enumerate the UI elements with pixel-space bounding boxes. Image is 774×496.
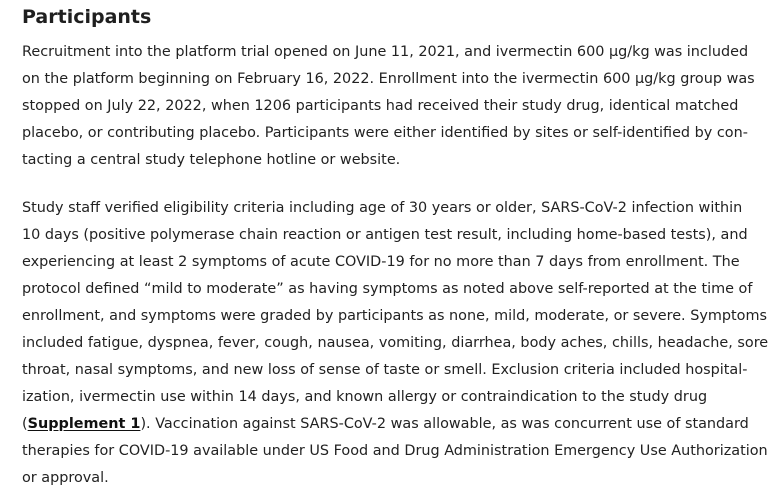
text-fragment: ). Vaccination against SARS-CoV-2 was allowable, as was concurrent use of standard (140, 416, 749, 432)
text-line-with-link (22, 411, 770, 438)
text-line: Study staff verified eligibility criteria including age of 30 years or older, SARS-CoV-2 infection within (22, 200, 743, 216)
text-line: ization, ivermectin use within 14 days, and known allergy or contraindication to the study drug (22, 389, 708, 405)
text-line: experiencing at least 2 symptoms of acute COVID-19 for no more than 7 days from enrollment. The (22, 254, 740, 270)
text-line: or approval. (22, 470, 109, 486)
text-line: enrollment, and symptoms were graded by participants as none, mild, moderate, or severe. Symptoms (22, 308, 767, 324)
text-line: therapies for COVID-19 available under US Food and Drug Administration Emergency Use Authorization (22, 443, 768, 459)
open-paren: ( (22, 416, 28, 432)
paragraph-eligibility (22, 195, 770, 492)
text-line: stopped on July 22, 2022, when 1206 participants had received their study drug, identical matched (22, 98, 739, 114)
text-line: Recruitment into the platform trial opened on June 11, 2021, and ivermectin 600 μg/kg was included (22, 44, 749, 60)
paragraph-recruitment (22, 39, 770, 174)
supplement-1-link[interactable]: Supplement 1 (27, 416, 141, 432)
text-line: included fatigue, dyspnea, fever, cough, nausea, vomiting, diarrhea, body aches, chills, headache, sore (22, 335, 769, 351)
section-heading: Participants (22, 6, 152, 28)
text-line: on the platform beginning on February 16, 2022. Enrollment into the ivermectin 600 μg/kg group was (22, 71, 755, 87)
text-line: protocol defined “mild to moderate” as having symptoms as noted above self-reported at the time of (22, 281, 753, 297)
text-line: throat, nasal symptoms, and new loss of sense of taste or smell. Exclusion criteria included hospital- (22, 362, 748, 378)
text-line: tacting a central study telephone hotline or website. (22, 152, 401, 168)
text-line: 10 days (positive polymerase chain reaction or antigen test result, including home-based tests), and (22, 227, 748, 243)
text-line: placebo, or contributing placebo. Participants were either identified by sites or self-identified by con- (22, 125, 748, 141)
